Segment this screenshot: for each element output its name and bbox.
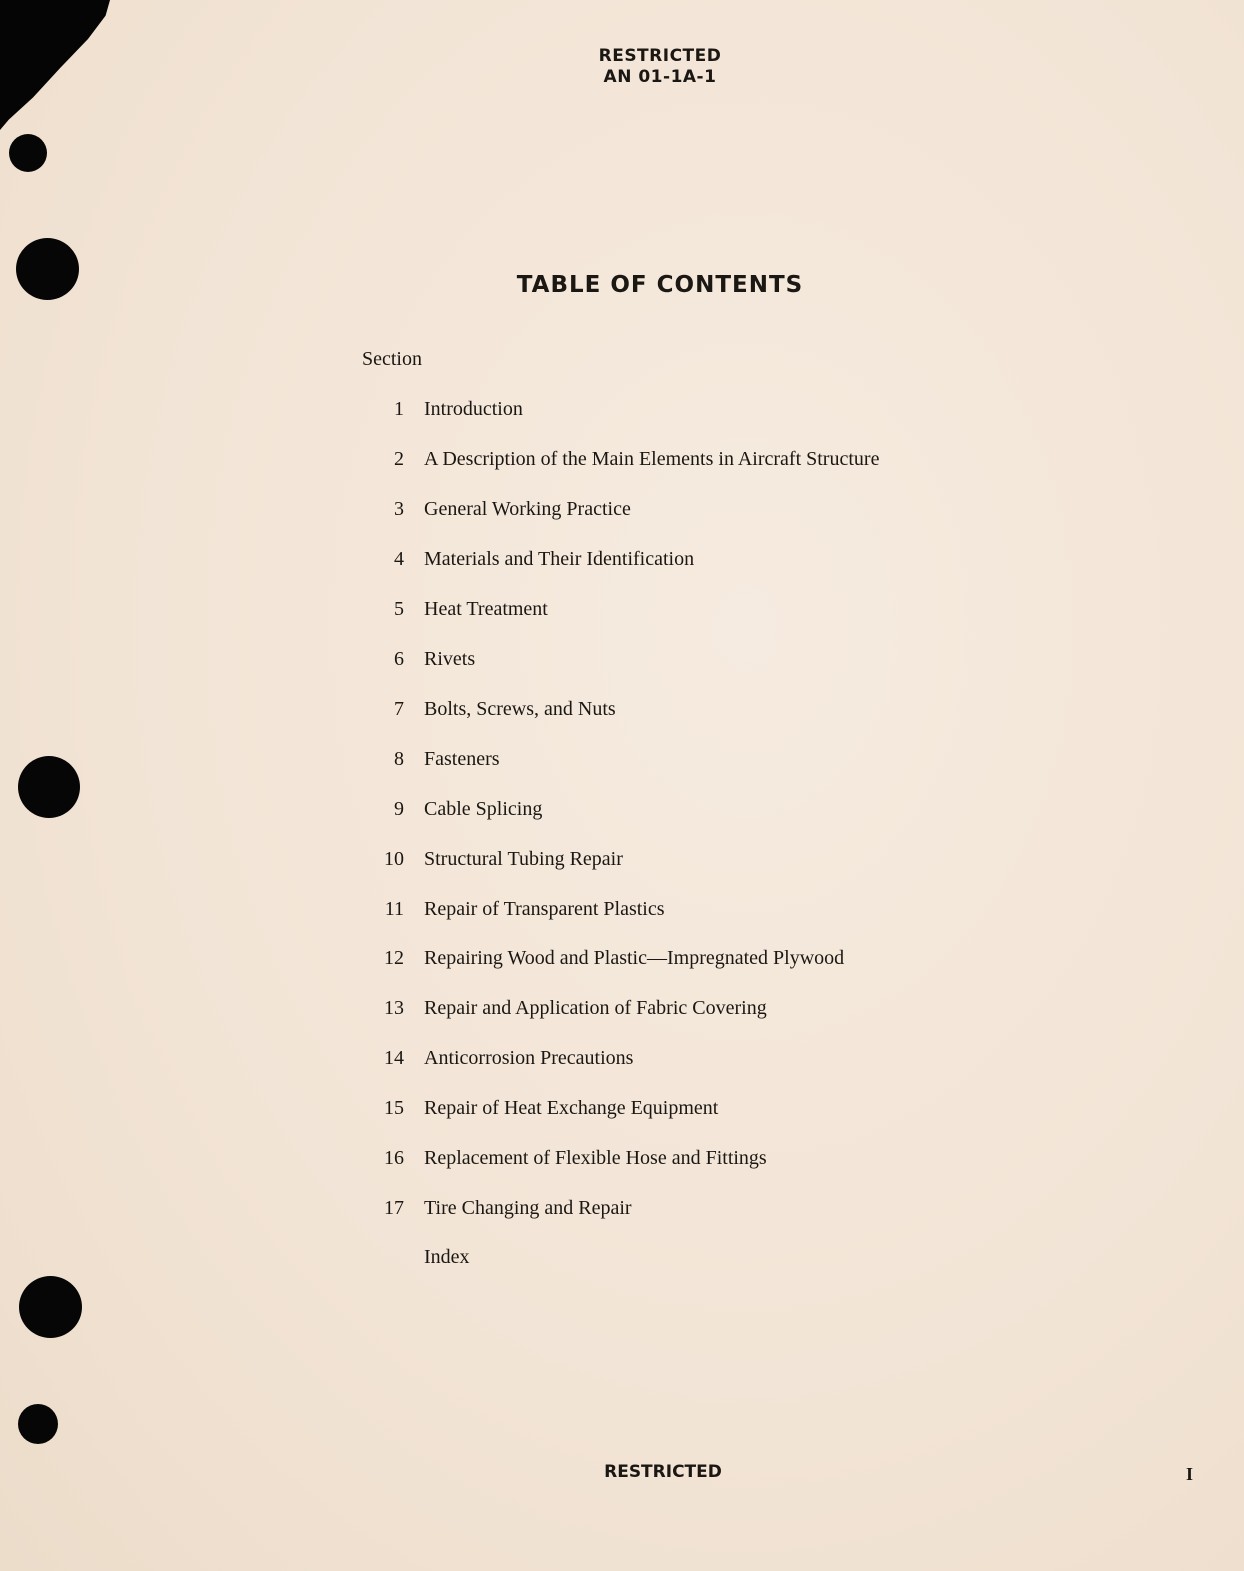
toc-entry (370, 748, 500, 778)
toc-entry (370, 498, 631, 528)
section-column-label: Section (362, 348, 422, 370)
toc-entry (370, 598, 548, 628)
toc-entry (370, 698, 616, 728)
toc-title: Index (424, 1246, 470, 1268)
page-title: TABLE OF CONTENTS (516, 272, 804, 298)
toc-number: 4 (394, 548, 404, 570)
toc-number: 11 (384, 898, 404, 920)
page-number: I (1186, 1464, 1194, 1484)
toc-entry (370, 898, 665, 928)
toc-entry-index (370, 1246, 470, 1276)
toc-title: General Working Practice (424, 498, 631, 520)
toc-entry (370, 648, 475, 678)
toc-title: Tire Changing and Repair (424, 1197, 632, 1219)
toc-number: 5 (394, 598, 404, 620)
toc-title: Repairing Wood and Plastic—Impregnated Plywood (424, 947, 845, 969)
punch-hole (18, 1404, 58, 1444)
header-document-number: AN 01-1A-1 (603, 67, 717, 87)
toc-entry (370, 1047, 633, 1077)
toc-title: Repair of Transparent Plastics (424, 898, 665, 920)
toc-number: 8 (394, 748, 404, 770)
toc-entry (370, 1097, 718, 1127)
punch-hole (19, 1276, 82, 1338)
punch-hole (9, 134, 47, 172)
toc-number: 7 (394, 698, 404, 720)
punch-hole (16, 238, 79, 300)
toc-entry (370, 947, 844, 977)
toc-title: Cable Splicing (424, 798, 543, 820)
toc-entry (370, 548, 694, 578)
toc-entry (370, 448, 879, 478)
toc-number: 15 (384, 1097, 404, 1119)
toc-number: 2 (394, 448, 404, 470)
toc-number: 1 (394, 398, 404, 420)
toc-title: Heat Treatment (424, 598, 548, 620)
toc-title: Introduction (424, 398, 523, 420)
torn-corner (0, 0, 110, 130)
toc-title: Repair of Heat Exchange Equipment (424, 1097, 719, 1119)
toc-number: 3 (394, 498, 404, 520)
toc-title: Bolts, Screws, and Nuts (424, 698, 616, 720)
toc-entry (370, 1197, 632, 1227)
toc-number: 13 (384, 997, 404, 1019)
toc-title: Repair and Application of Fabric Covering (424, 997, 767, 1019)
header-classification: RESTRICTED (598, 46, 722, 66)
toc-title: Materials and Their Identification (424, 548, 695, 570)
punch-hole (18, 756, 80, 818)
toc-number: 14 (384, 1047, 404, 1069)
toc-title: Fasteners (424, 748, 500, 770)
toc-entry (370, 848, 623, 878)
toc-title: Anticorrosion Precautions (424, 1047, 634, 1069)
toc-title: Replacement of Flexible Hose and Fittings (424, 1147, 767, 1169)
toc-number: 6 (394, 648, 404, 670)
toc-number: 9 (394, 798, 404, 820)
toc-title: A Description of the Main Elements in Aircraft Structure (424, 448, 880, 470)
toc-entry (370, 398, 523, 428)
toc-number: 10 (384, 848, 404, 870)
toc-entry (370, 798, 542, 828)
toc-title: Rivets (424, 648, 476, 670)
toc-entry (370, 997, 767, 1027)
footer-classification: RESTRICTED (604, 1462, 722, 1482)
toc-title: Structural Tubing Repair (424, 848, 623, 870)
toc-number: 16 (384, 1147, 404, 1169)
toc-number: 17 (384, 1197, 404, 1219)
toc-entry (370, 1147, 767, 1177)
toc-number: 12 (384, 947, 404, 969)
